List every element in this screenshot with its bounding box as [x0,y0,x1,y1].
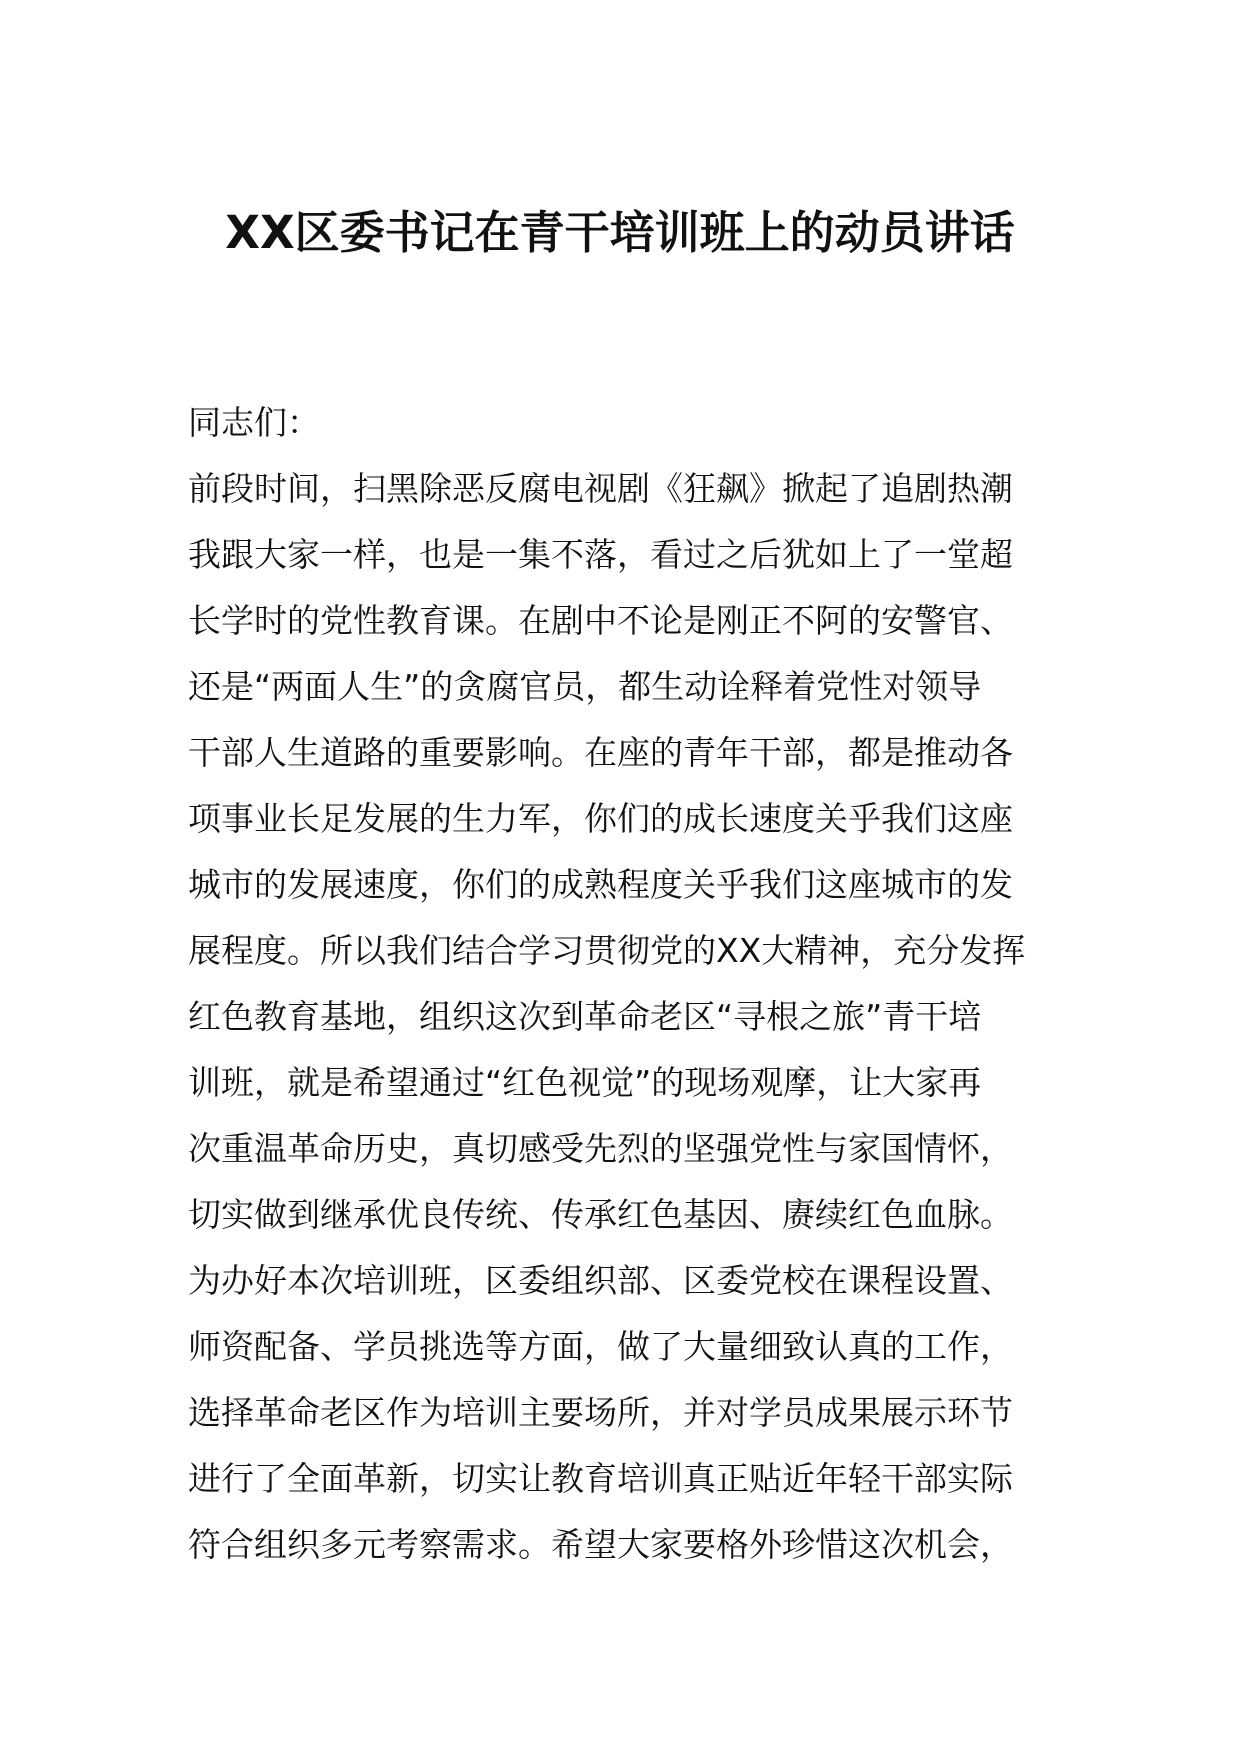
body-line: 为办好本次培训班，区委组织部、区委党校在课程设置、 [188,1261,1013,1300]
body-line: 符合组织多元考察需求。希望大家要格外珍惜这次机会， [188,1525,1013,1564]
body-line: 展程度。所以我们结合学习贯彻党的XX大精神，充分发挥 [188,931,1026,970]
body-line: 训班，就是希望通过“红色视觉”的现场观摩，让大家再 [188,1063,982,1102]
body-line: 还是“两面人生”的贪腐官员，都生动诠释着党性对领导 [188,667,982,706]
body-line: 城市的发展速度，你们的成熟程度关乎我们这座城市的发 [188,865,1013,904]
salutation-line: 同志们： [188,403,320,442]
document-body [188,390,1060,1578]
body-line: 次重温革命历史，真切感受先烈的坚强党性与家国情怀， [188,1129,1013,1168]
body-line: 师资配备、学员挑选等方面，做了大量细致认真的工作， [188,1327,1013,1366]
body-line: 我跟大家一样，也是一集不落，看过之后犹如上了一堂超 [188,535,1013,574]
body-line: 长学时的党性教育课。在剧中不论是刚正不阿的安警官、 [188,601,1013,640]
body-line: 选择革命老区作为培训主要场所，并对学员成果展示环节 [188,1393,1013,1432]
document-title: XX区委书记在青干培训班上的动员讲话 [225,206,1015,259]
body-line: 干部人生道路的重要影响。在座的青年干部，都是推动各 [188,733,1013,772]
body-line: 切实做到继承优良传统、传承红色基因、赓续红色血脉。 [188,1195,1013,1234]
body-line: 进行了全面革新，切实让教育培训真正贴近年轻干部实际 [188,1459,1013,1498]
body-line: 前段时间，扫黑除恶反腐电视剧《狂飙》掀起了追剧热潮 [188,469,1013,508]
body-line: 项事业长足发展的生力军，你们的成长速度关乎我们这座 [188,799,1013,838]
body-line: 红色教育基地，组织这次到革命老区“寻根之旅”青干培 [188,997,982,1036]
